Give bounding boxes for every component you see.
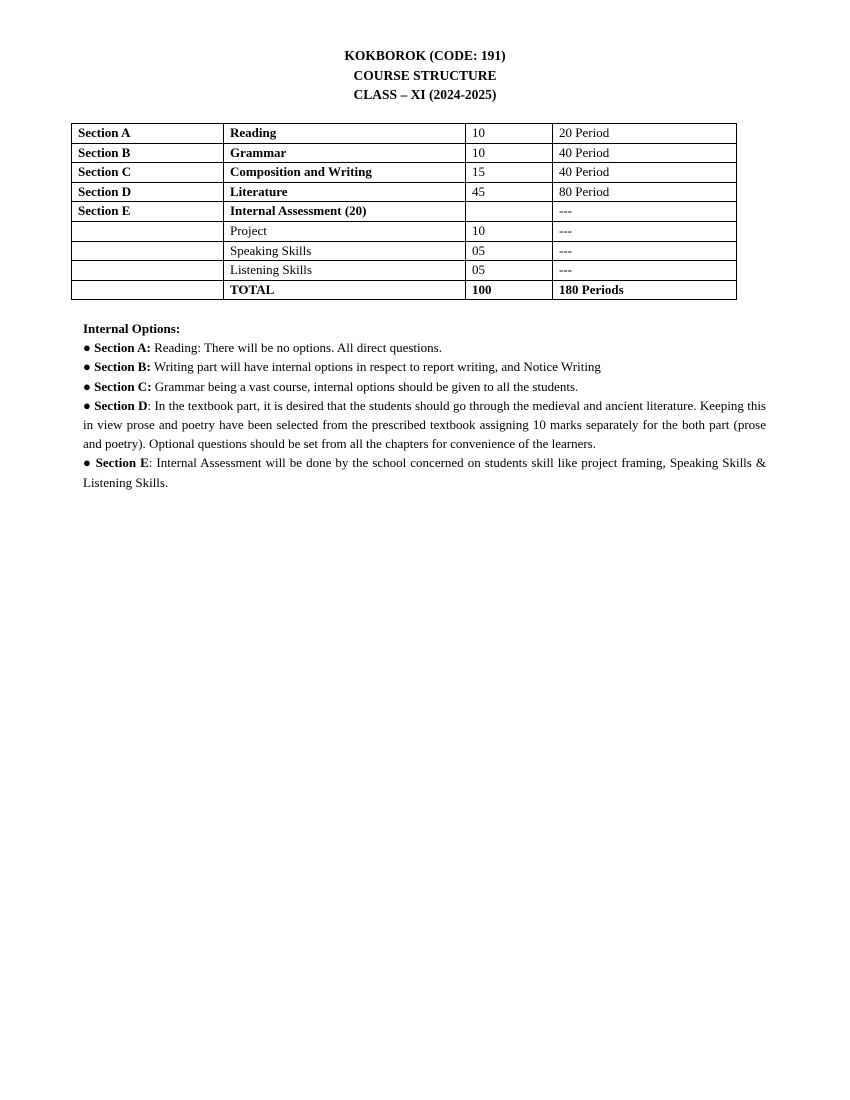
table-row bbox=[72, 124, 737, 144]
option-item bbox=[83, 396, 766, 454]
option-text: : Internal Assessment will be done by the school concerned on students skill like project framing, Speaking Skills & Listening Skills. bbox=[83, 455, 766, 490]
course-structure-heading: COURSE STRUCTURE bbox=[353, 67, 497, 83]
periods-cell: 80 Period bbox=[553, 182, 737, 202]
option-label: Section D bbox=[94, 397, 148, 413]
section-cell bbox=[72, 221, 224, 241]
table-row bbox=[72, 163, 737, 183]
total-empty-cell bbox=[72, 280, 224, 300]
section-cell: Section C bbox=[72, 163, 224, 183]
total-row bbox=[72, 280, 737, 300]
option-text: : In the textbook part, it is desired that the students should go through the medieval and ancient literature. Keeping this in view prose and poetry have been selected from the prescribed textbook assigning 10 marks separately for the both part (prose and poetry). Optional questions should be set from all the chapters for convenience of the learners. bbox=[83, 397, 766, 452]
class-heading: CLASS – XI (2024-2025) bbox=[353, 87, 497, 102]
marks-cell: 10 bbox=[466, 143, 553, 163]
marks-cell: 10 bbox=[466, 124, 553, 144]
table-row bbox=[72, 182, 737, 202]
table-row bbox=[72, 202, 737, 222]
marks-cell: 15 bbox=[466, 163, 553, 183]
topic-cell: Project bbox=[224, 221, 466, 241]
total-periods: 180 Periods bbox=[553, 280, 737, 300]
topic-cell: Listening Skills bbox=[224, 261, 466, 281]
internal-options-title: Internal Options: bbox=[83, 321, 181, 336]
option-item bbox=[83, 377, 766, 396]
topic-cell: Internal Assessment (20) bbox=[224, 202, 466, 222]
bullet-icon: ● bbox=[83, 340, 91, 356]
total-label: TOTAL bbox=[224, 280, 466, 300]
topic-cell: Grammar bbox=[224, 143, 466, 163]
bullet-icon: ● bbox=[83, 397, 91, 413]
section-cell: Section E bbox=[72, 202, 224, 222]
option-text: Reading: There will be no options. All direct questions. bbox=[150, 340, 442, 356]
marks-cell: 05 bbox=[466, 241, 553, 261]
bullet-icon: ● bbox=[83, 378, 91, 394]
periods-cell: --- bbox=[553, 221, 737, 241]
option-item bbox=[83, 357, 766, 376]
option-label: Section B: bbox=[94, 359, 151, 375]
table-row bbox=[72, 221, 737, 241]
table-row bbox=[72, 261, 737, 281]
marks-cell: 45 bbox=[466, 182, 553, 202]
course-structure-table bbox=[71, 123, 737, 300]
topic-cell: Composition and Writing bbox=[224, 163, 466, 183]
document-header bbox=[0, 46, 850, 105]
option-item bbox=[83, 453, 766, 491]
internal-options bbox=[83, 319, 766, 492]
topic-cell: Reading bbox=[224, 124, 466, 144]
periods-cell: --- bbox=[553, 261, 737, 281]
periods-cell: 20 Period bbox=[553, 124, 737, 144]
section-cell bbox=[72, 261, 224, 281]
bullet-icon: ● bbox=[83, 359, 91, 375]
marks-cell: 05 bbox=[466, 261, 553, 281]
table-row bbox=[72, 143, 737, 163]
section-cell: Section A bbox=[72, 124, 224, 144]
section-cell: Section B bbox=[72, 143, 224, 163]
periods-cell: 40 Period bbox=[553, 163, 737, 183]
option-label: Section C: bbox=[94, 378, 152, 394]
table-row bbox=[72, 241, 737, 261]
section-cell: Section D bbox=[72, 182, 224, 202]
option-label: Section A: bbox=[94, 340, 151, 356]
marks-cell: 10 bbox=[466, 221, 553, 241]
topic-cell: Literature bbox=[224, 182, 466, 202]
periods-cell: --- bbox=[553, 202, 737, 222]
option-label: Section E bbox=[95, 455, 149, 471]
section-cell bbox=[72, 241, 224, 261]
topic-cell: Speaking Skills bbox=[224, 241, 466, 261]
subject-title: KOKBOROK (CODE: 191) bbox=[344, 48, 506, 63]
bullet-icon: ● bbox=[83, 455, 92, 471]
periods-cell: 40 Period bbox=[553, 143, 737, 163]
marks-cell bbox=[466, 202, 553, 222]
periods-cell: --- bbox=[553, 241, 737, 261]
option-item bbox=[83, 338, 766, 357]
total-marks: 100 bbox=[466, 280, 553, 300]
option-text: Writing part will have internal options in respect to report writing, and Notice Writing bbox=[150, 359, 601, 375]
option-text: Grammar being a vast course, internal options should be given to all the students. bbox=[151, 378, 579, 394]
